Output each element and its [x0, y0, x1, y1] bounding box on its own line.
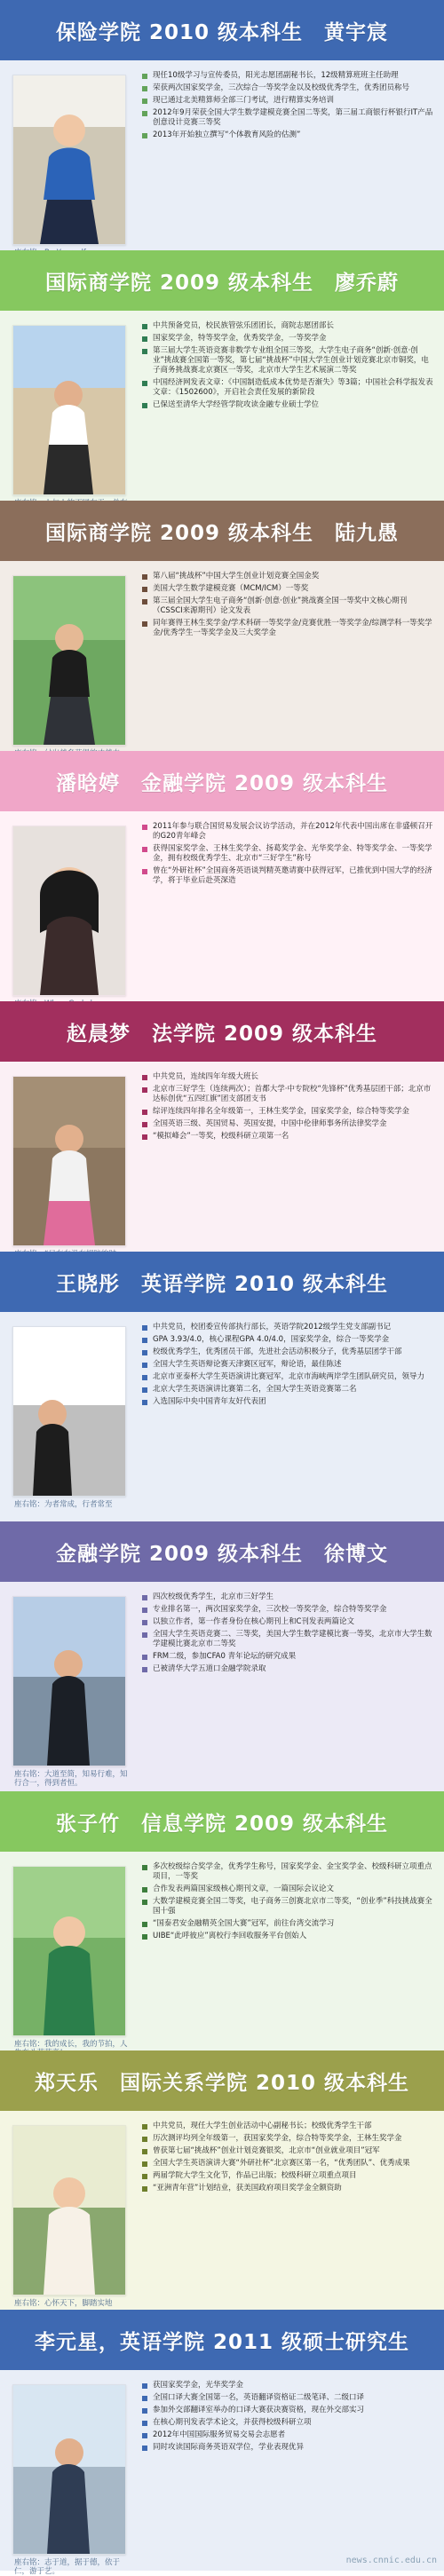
section-header [0, 501, 444, 561]
achievements-list [142, 1323, 435, 1410]
achievement-item: 中共党员，现任大学生创业活动中心副秘书长；校级优秀学生干部 [142, 2122, 435, 2131]
achievement-item: 2013年开始独立撰写“个体教育风险的估测” [142, 130, 435, 140]
section-header [0, 1521, 444, 1582]
achievement-item: 校级优秀学生，优秀团员干部，先进社会活动积极分子，优秀基层团学干部 [142, 1347, 435, 1357]
section-body [0, 2111, 444, 2310]
achievement-item: “亚洲青年营”计划结业，获美国政府项目奖学金全额资助 [142, 2184, 435, 2193]
achievement-item: 全国大学生英语演讲大赛“外研社杯”北京赛区第一名，“优秀团队”、优秀成果 [142, 2159, 435, 2169]
portrait-photo [12, 826, 126, 996]
section-title: 国际商学院 2009 级本科生 廖乔蔚 [44, 271, 400, 295]
section-header [0, 250, 444, 311]
achievement-item: 专业排名第一，两次国家奖学金，三次校一等奖学金，综合特等奖学金 [142, 1605, 435, 1615]
achievements-column [133, 1062, 444, 1252]
portrait-photo-illustration [13, 1867, 125, 2035]
portrait-photo [12, 2384, 126, 2555]
achievement-item: 已被清华大学五道口金融学院录取 [142, 1664, 435, 1674]
section-title: 李元星，英语学院 2011 级硕士研究生 [34, 2330, 410, 2354]
profile-section-9 [0, 2051, 444, 2310]
section-body [0, 1582, 444, 1791]
profile-section-1 [0, 0, 444, 250]
achievement-item: 四次校级优秀学生，北京市三好学生 [142, 1592, 435, 1602]
section-body [0, 1852, 444, 2051]
achievements-column [133, 811, 444, 1001]
portrait-photo [12, 575, 126, 746]
section-title: 郑天乐 国际关系学院 2010 级本科生 [34, 2071, 410, 2095]
section-title: 保险学院 2010 级本科生 黄宇宸 [55, 20, 389, 44]
achievement-item: 现已通过北美精算师全部三门考试，进行精算实务培训 [142, 96, 435, 106]
motto: 座右铭：心怀天下，脚踏实地 [14, 2299, 113, 2308]
section-body [0, 1312, 444, 1521]
achievement-item: 北京市三好学生（连续两次）；首都大学·中专院校“先锋杯”优秀基层团干部；北京市达标创优“五四红旗”团支部团支书 [142, 1085, 435, 1104]
achievement-item: 大数学建模竞赛全国二等奖，电子商务三创赛北京市二等奖，“创业季”科技挑战赛全国十强 [142, 1897, 435, 1916]
achievement-item: 中国经济网发表文章：《中国制造低成本优势是否渐失》等3篇；中国社会科学报发表文章：《1502600》，开启社会责任发展的新阶段 [142, 378, 435, 398]
section-title: 张子竹 信息学院 2009 级本科生 [55, 1812, 389, 1836]
portrait-photo [12, 1866, 126, 2036]
achievement-item: 曾获第七届“挑战杯”创业计划竞赛银奖，北京市“创业就业项目”冠军 [142, 2146, 435, 2156]
profile-section-6 [0, 1252, 444, 1521]
section-title: 王晓彤 英语学院 2010 级本科生 [55, 1272, 389, 1296]
achievement-item: 北京市亚泰杯大学生英语演讲比赛冠军，北京市海峡两岸学生团队研究员，领导力 [142, 1372, 435, 1382]
section-title: 潘晗婷 金融学院 2009 级本科生 [55, 771, 389, 795]
section-header [0, 2051, 444, 2111]
section-body [0, 311, 444, 501]
portrait-photo-illustration [13, 1077, 125, 1245]
profile-section-5 [0, 1001, 444, 1252]
achievement-item: 荣获两次国家奖学金，三次综合一等奖学金以及校级优秀学生，优秀团员称号 [142, 83, 435, 93]
profile-section-3 [0, 501, 444, 751]
section-header [0, 751, 444, 811]
achievements-list [142, 1072, 435, 1144]
photo-column [0, 1312, 133, 1521]
section-body [0, 811, 444, 1001]
section-body [0, 2370, 444, 2576]
photo-column [0, 561, 133, 751]
achievement-item: 中共党员，连续四年年级大班长 [142, 1072, 435, 1082]
photo-column [0, 811, 133, 1001]
achievement-item: 在核心期刊发表学术论文，并获得校级科研立项 [142, 2418, 435, 2428]
portrait-photo [12, 1326, 126, 1497]
section-header [0, 1791, 444, 1852]
section-body [0, 1062, 444, 1252]
achievement-item: 同年赛得王林生奖学金/学术科研一等奖学金/竞赛优胜一等奖学金/综测学科一等奖学金/优秀学生一等奖学金及三大奖学金 [142, 619, 435, 638]
achievement-item: 全国大学生英语辩论赛天津赛区冠军，辩论语，最佳陈述 [142, 1360, 435, 1370]
portrait-photo-illustration [13, 326, 125, 494]
motto: 座右铭：我的成长，我的节拍，人 [14, 2040, 128, 2049]
achievements-column [133, 561, 444, 751]
section-title: 金融学院 2009 级本科生 徐博文 [55, 1542, 389, 1566]
profile-section-7 [0, 1521, 444, 1791]
achievements-list [142, 1592, 435, 1677]
achievement-item: 北京大学生英语演讲比赛第二名，全国大学生英语竞赛第二名 [142, 1385, 435, 1395]
profile-section-4 [0, 751, 444, 1001]
achievement-item: “模拟峰会”一等奖，校级科研立项第一名 [142, 1132, 435, 1142]
achievements-column [133, 60, 444, 250]
achievement-item: 全国口译大赛全国第一名，英语翻译资格证二级笔译、二级口译 [142, 2393, 435, 2403]
portrait-photo-illustration [13, 2126, 125, 2295]
achievement-item: FRM二级，参加CFA0 青年论坛的研究成果 [142, 1652, 435, 1662]
achievement-item: 2012年9月荣获全国大学生数学建模竞赛全国二等奖，第三届工商银行杯银行IT产品创意设计竞赛三等奖 [142, 108, 435, 128]
section-header [0, 1001, 444, 1062]
motto: 座右铭：志于道，据于德，依于仁，游于艺。 [14, 2558, 121, 2576]
achievements-column [133, 2111, 444, 2310]
achievement-item: 第三届大学生英语竞赛非数学专业组全国三等奖，大学生电子商务“创新·创意·创业”挑战赛全国第一等奖，第七届“挑战杯”中国大学生创业计划竞赛北京市铜奖，电子商务挑战赛北京赛区一等奖，北京市大学生艺术展演二等奖 [142, 346, 435, 375]
achievement-item: 全国英语三级、英国贸易、英国安提，中国中伦律师事务所法律奖学金 [142, 1119, 435, 1129]
section-title: 赵晨梦 法学院 2009 级本科生 [66, 1022, 378, 1046]
achievements-list [142, 2381, 435, 2455]
achievement-item: GPA 3.93/4.0，核心课程GPA 4.0/4.0，国家奖学金，综合一等奖学金 [142, 1335, 435, 1345]
section-title: 国际商学院 2009 级本科生 陆九愚 [44, 521, 400, 545]
photo-column [0, 60, 133, 250]
achievements-column [133, 2370, 444, 2571]
photo-column [0, 311, 133, 501]
portrait-photo-illustration [13, 1327, 125, 1496]
achievement-item: UIBE“此呼彼应”离校行李回收服务平台创始人 [142, 1932, 435, 1941]
achievements-list [142, 2122, 435, 2196]
portrait-photo [12, 1596, 126, 1766]
portrait-photo [12, 325, 126, 495]
achievement-item: 两届学院大学生文化节，作品已出版；校级科研立项重点项目 [142, 2171, 435, 2181]
motto: 座右铭：为者常成，行者常至 [14, 1500, 113, 1509]
section-header [0, 0, 444, 60]
achievement-item: 入选国际中央中国青年友好代表团 [142, 1397, 435, 1407]
achievements-column [133, 311, 444, 501]
site-watermark: news.cnnic.edu.cn [345, 2556, 437, 2565]
achievements-column [133, 1852, 444, 2051]
achievement-item: 参加外交部翻译室举办的口译大赛获决赛资格，现在外交部实习 [142, 2406, 435, 2415]
photo-column [0, 2370, 133, 2576]
achievements-list [142, 321, 435, 413]
achievements-column [133, 1582, 444, 1791]
achievement-item: 现任10级学习与宣传委员，阳光志愿团副秘书长，12级精算班班主任助理 [142, 71, 435, 81]
photo-column [0, 1062, 133, 1252]
achievement-item: 获得国家奖学金、王林生奖学金、扬葛奖学金、光华奖学金、特等奖学金、一等奖学金，拥有校级优秀学生、北京市“三好学生”称号 [142, 844, 435, 864]
portrait-photo-illustration [13, 1597, 125, 1766]
achievement-item: 综评连续四年排名全年级第一，王林生奖学金，国家奖学金，综合特等奖学金 [142, 1107, 435, 1117]
portrait-photo [12, 1076, 126, 1246]
achievement-item: 中共预备党员，校民族管弦乐团团长，商院志愿团部长 [142, 321, 435, 331]
portrait-photo-illustration [13, 826, 125, 995]
portrait-photo-illustration [13, 75, 125, 244]
achievement-item: 曾在“外研社杯”全国商务英语谈判精英邀请赛中获得冠军，已推优到中国大学的经济学，将于毕业后赴英深造 [142, 866, 435, 886]
achievement-item: 美国大学生数学建模竞赛（MCM/ICM）一等奖 [142, 584, 435, 594]
achievements-list [142, 71, 435, 143]
achievement-item: 获国家奖学金，光华奖学金 [142, 2381, 435, 2390]
portrait-photo [12, 75, 126, 245]
achievements-list [142, 1862, 435, 1944]
achievement-item: 已保送至清华大学经管学院攻读金融专业硕士学位 [142, 400, 435, 410]
achievement-item: “国泰君安金融精英全国大赛”冠军，前往台湾交流学习 [142, 1919, 435, 1929]
section-header [0, 2310, 444, 2370]
achievement-item: 历次测评均列全年级第一，获国家奖学金，综合特等奖学金，王林生奖学金 [142, 2134, 435, 2144]
achievement-item: 2011年参与联合国贸易发展会议访学活动，并在2012年代表中国出席在非盛顿召开的G20青年峰会 [142, 822, 435, 842]
achievement-item: 中共党员，校团委宣传部执行部长，英语学院2012级学生党支部副书记 [142, 1323, 435, 1332]
profile-section-10 [0, 2310, 444, 2576]
achievement-item: 以独立作者，第一作者身份在核心期刊上和C刊发表两篇论文 [142, 1617, 435, 1627]
motto: 座右铭：大道至简，知易行难，知行合一，得到者恒。 [14, 1770, 128, 1788]
section-body [0, 60, 444, 250]
photo-column [0, 2111, 133, 2310]
profile-section-8 [0, 1791, 444, 2051]
photo-column [0, 1852, 133, 2051]
section-body [0, 561, 444, 751]
achievement-item: 第三届全国大学生电子商务“创新·创意·创业”挑战赛全国一等奖中文核心期刊（CSSCI来源期刊）论文发表 [142, 597, 435, 616]
achievement-item: 合作发表两篇国家级核心期刊文章，一篇国际会议论文 [142, 1885, 435, 1894]
portrait-photo [12, 2125, 126, 2295]
achievement-item: 第八届“挑战杯”中国大学生创业计划竞赛全国金奖 [142, 572, 435, 581]
achievement-item: 2012年中国国际服务贸易交易会志愿者 [142, 2430, 435, 2440]
achievements-column [133, 1312, 444, 1521]
achievement-item: 同时攻读国际商务英语双学位，学业表现优异 [142, 2443, 435, 2453]
achievements-list [142, 822, 435, 889]
photo-column [0, 1582, 133, 1791]
achievement-item: 国家奖学金，特等奖学金，优秀奖学金，一等奖学金 [142, 334, 435, 344]
achievement-item: 全国大学生英语竞赛二、三等奖，美国大学生数学建模比赛一等奖，北京市大学生数学建模比赛北京市二等奖 [142, 1630, 435, 1649]
achievement-item: 多次校级综合奖学金，优秀学生称号，国家奖学金、金宝奖学金、校级科研立项重点项目，一等奖 [142, 1862, 435, 1882]
section-header [0, 1252, 444, 1312]
portrait-photo-illustration [13, 2385, 125, 2554]
portrait-photo-illustration [13, 576, 125, 745]
profile-section-2 [0, 250, 444, 501]
achievements-list [142, 572, 435, 641]
